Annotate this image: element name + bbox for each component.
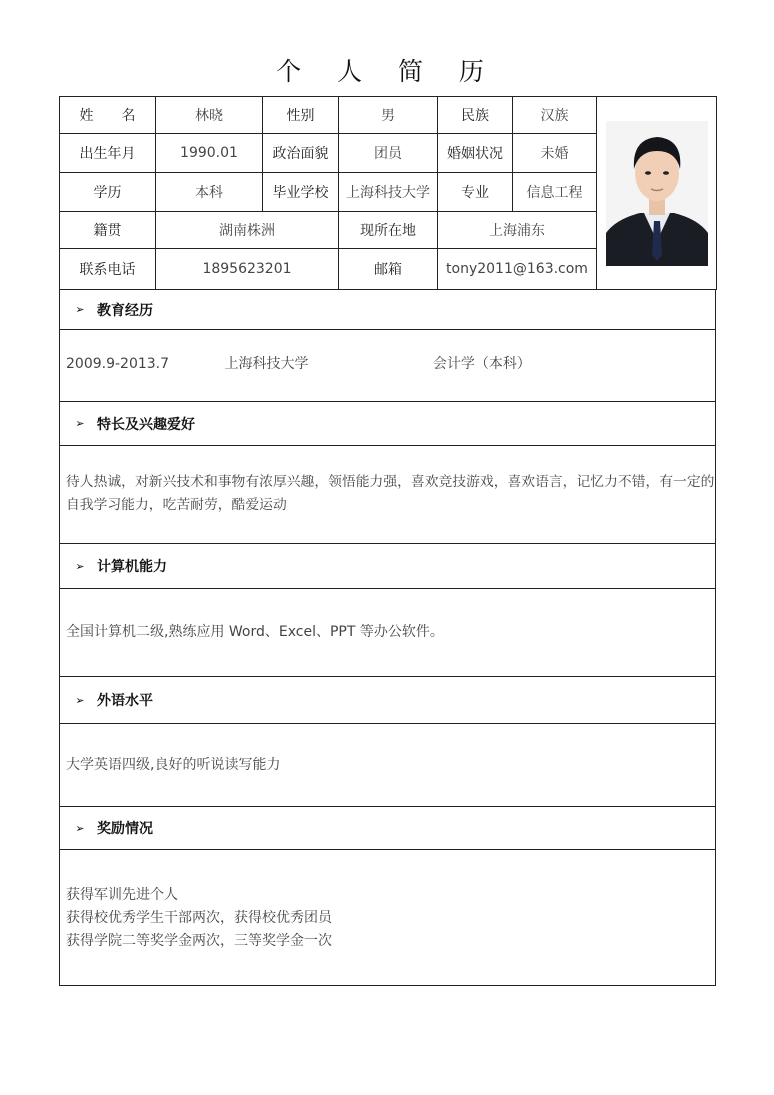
marital-value: 未婚	[513, 134, 597, 173]
name-value: 林晓	[156, 97, 263, 134]
education-school: 上海科技大学	[224, 356, 309, 372]
gender-value: 男	[339, 97, 438, 134]
awards-section-header	[59, 806, 716, 850]
language-section-header	[59, 676, 716, 724]
education-section-header	[59, 289, 716, 330]
native-value: 湖南株洲	[156, 212, 339, 249]
politics-value: 团员	[339, 134, 438, 173]
gender-label: 性别	[263, 97, 339, 134]
native-label: 籍贯	[60, 212, 156, 249]
politics-label: 政治面貌	[263, 134, 339, 173]
arrow-icon: ➢	[75, 821, 85, 835]
person-photo-icon	[606, 121, 708, 266]
awards-list	[59, 884, 716, 953]
award-item: 获得学院二等奖学金两次，三等奖学金一次	[66, 933, 332, 949]
education-major: 会计学（本科）	[432, 356, 531, 372]
phone-label: 联系电话	[60, 249, 156, 290]
major-value: 信息工程	[513, 173, 597, 212]
education-period: 2009.9-2013.7	[66, 356, 170, 372]
education-section-title: 教育经历	[97, 302, 153, 319]
hobbies-section-title: 特长及兴趣爱好	[97, 416, 195, 433]
name-label: 姓 名	[60, 97, 156, 134]
arrow-icon: ➢	[75, 303, 85, 316]
education-value: 本科	[156, 173, 263, 212]
residence-value: 上海浦东	[438, 212, 597, 249]
award-item: 获得军训先进个人	[66, 887, 178, 903]
education-entry	[59, 353, 716, 376]
school-value: 上海科技大学	[339, 173, 438, 212]
email-label: 邮箱	[339, 249, 438, 290]
school-label: 毕业学校	[263, 173, 339, 212]
hobbies-line: 自我学习能力，吃苦耐劳，酷爱运动	[66, 497, 287, 513]
hobbies-section-header	[59, 401, 716, 446]
ethnicity-value: 汉族	[513, 97, 597, 134]
language-text: 大学英语四级,良好的听说读写能力	[66, 757, 281, 773]
birth-value: 1990.01	[156, 134, 263, 173]
residence-label: 现所在地	[339, 212, 438, 249]
ethnicity-label: 民族	[438, 97, 513, 134]
photo-cell	[597, 97, 717, 290]
birth-label: 出生年月	[60, 134, 156, 173]
major-label: 专业	[438, 173, 513, 212]
arrow-icon: ➢	[75, 417, 85, 430]
page-title: 个 人 简 历	[276, 57, 498, 86]
computer-text: 全国计算机二级,熟练应用 Word、Excel、PPT 等办公软件。	[66, 624, 444, 640]
computer-section-title: 计算机能力	[97, 559, 167, 575]
basic-info-table	[59, 96, 717, 290]
email-value: tony2011@163.com	[438, 249, 597, 290]
award-item: 获得校优秀学生干部两次，获得校优秀团员	[66, 910, 332, 926]
hobbies-line: 待人热诚，对新兴技术和事物有浓厚兴趣，领悟能力强，喜欢竞技游戏，喜欢语言，记忆力不错，有一定的	[66, 474, 715, 490]
computer-section-header	[59, 543, 716, 589]
education-label: 学历	[60, 173, 156, 212]
awards-section-title: 奖励情况	[97, 821, 153, 837]
arrow-icon: ➢	[75, 559, 85, 573]
language-section-title: 外语水平	[97, 693, 153, 709]
hobbies-text	[59, 471, 716, 517]
marital-label: 婚姻状况	[438, 134, 513, 173]
arrow-icon: ➢	[75, 693, 85, 707]
phone-value: 1895623201	[156, 249, 339, 290]
